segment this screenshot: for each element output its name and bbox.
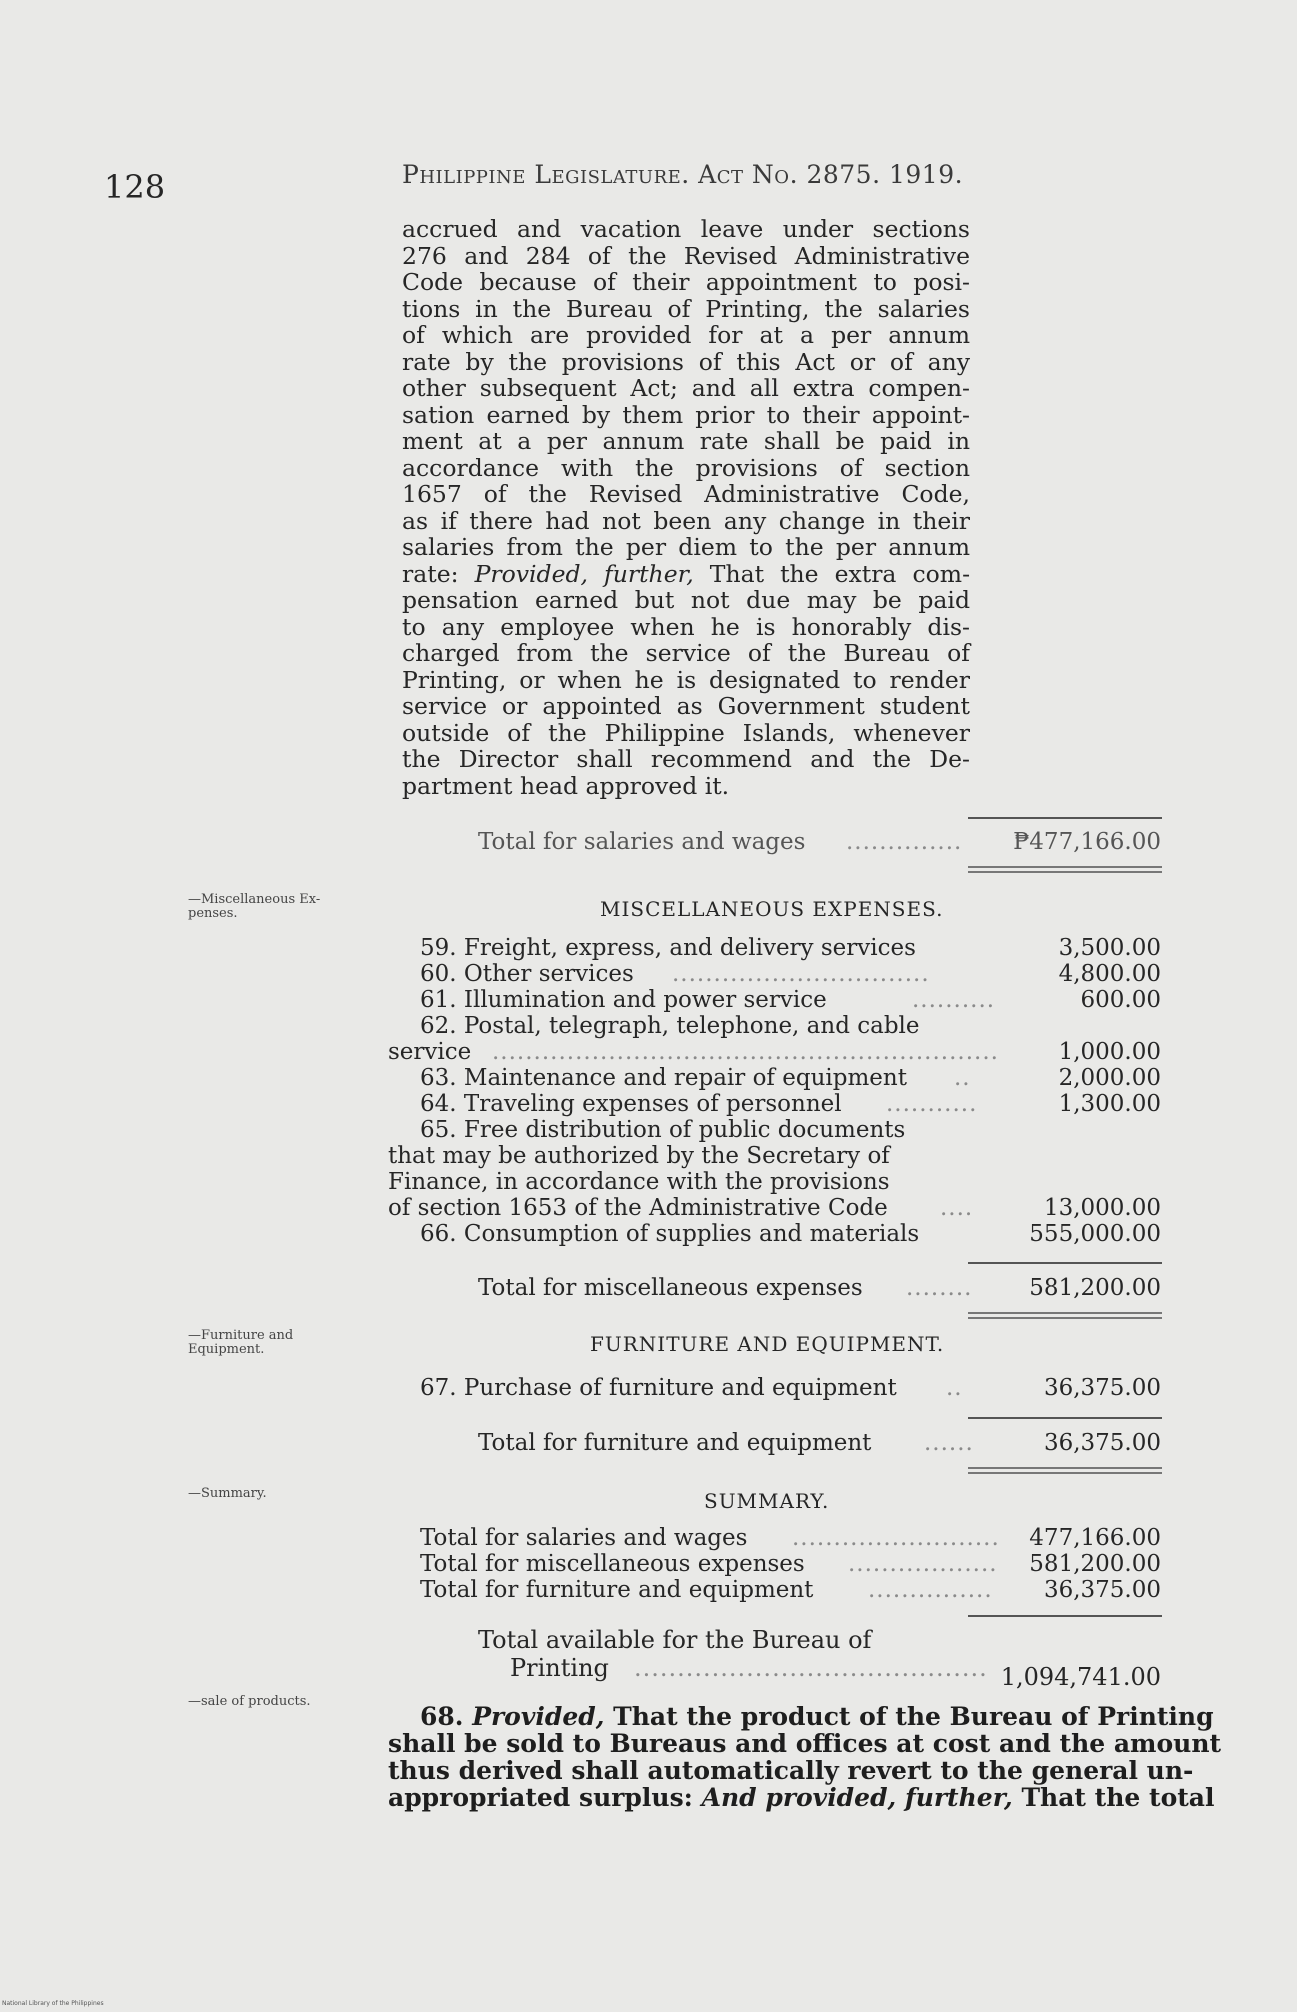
provision-line — [388, 1783, 1215, 1812]
misc-total-amount: 581,200.00 — [1029, 1275, 1161, 1301]
misc-item-label: 60. Other services — [420, 961, 634, 987]
footer-credit: National Library of the Philippines — [2, 2000, 104, 2007]
dot-leader: ......................... — [792, 1525, 1000, 1551]
provision-text: That the total — [1012, 1783, 1215, 1812]
grand-total-label-line2: Printing — [510, 1654, 609, 1682]
furniture-heading: FURNITURE AND EQUIPMENT. — [590, 1332, 945, 1356]
summary-heading: SUMMARY. — [704, 1489, 830, 1513]
dot-leader: .................. — [848, 1551, 998, 1577]
proviso-rest: That the extra com- — [693, 559, 971, 588]
provision-line — [388, 1702, 1214, 1731]
salaries-total-amount: ₱477,166.00 — [1013, 829, 1161, 855]
summary-item-label: Total for miscellaneous expenses — [420, 1551, 805, 1577]
double-rule — [968, 1467, 1162, 1474]
and-provided-italic: And provided, further, — [701, 1783, 1013, 1812]
summary-item-amount: 581,200.00 — [1029, 1551, 1161, 1577]
margin-note-summary: —Summary. — [188, 1486, 267, 1501]
dot-leader: .... — [940, 1195, 974, 1221]
dot-leader: ...... — [924, 1430, 974, 1456]
misc-item-label: service — [388, 1039, 472, 1065]
furniture-item-amount: 36,375.00 — [1043, 1375, 1161, 1401]
misc-item-label: of section 1653 of the Administrative Code — [388, 1195, 888, 1221]
summary-item-amount: 477,166.00 — [1029, 1525, 1161, 1551]
body-line-start: rate: — [402, 559, 475, 588]
body-paragraph — [402, 216, 970, 799]
rule-line — [968, 1417, 1162, 1419]
body-line: 276 and 284 of the Revised Administrative — [402, 241, 970, 270]
dot-leader: ............................... — [672, 961, 930, 987]
misc-item-label: Finance, in accordance with the provisions — [388, 1169, 890, 1195]
misc-item-amount: 13,000.00 — [1043, 1195, 1161, 1221]
body-line: the Director shall recommend and the De- — [402, 745, 970, 773]
misc-item-label: 66. Consumption of supplies and materials — [420, 1221, 920, 1247]
body-line: pensation earned but not due may be paid — [402, 586, 970, 614]
provided-italic: Provided, — [472, 1702, 605, 1731]
misc-item-amount: 1,300.00 — [1058, 1091, 1161, 1117]
misc-item-amount: 555,000.00 — [1029, 1221, 1161, 1247]
dot-leader: ............... — [868, 1577, 993, 1603]
proviso-italic: Provided, further, — [474, 559, 694, 588]
provision-text: That the product of the Bureau of Printing — [604, 1702, 1214, 1731]
double-rule — [968, 866, 1162, 873]
body-line: other subsequent Act; and all extra compen- — [402, 374, 970, 402]
summary-item-label: Total for salaries and wages — [420, 1525, 748, 1551]
misc-item-label: 64. Traveling expenses of personnel — [420, 1091, 842, 1117]
salaries-total-label: Total for salaries and wages — [478, 829, 806, 855]
misc-item-label: 62. Postal, telegraph, telephone, and cable — [420, 1013, 920, 1039]
furniture-item-label: 67. Purchase of furniture and equipment — [420, 1375, 897, 1401]
body-line: of which are provided for at a per annum — [402, 321, 970, 349]
margin-note-misc: —Miscellaneous Ex-penses. — [188, 892, 321, 921]
body-line: outside of the Philippine Islands, whenever — [402, 718, 970, 747]
body-line: rate by the provisions of this Act or of any — [402, 347, 970, 376]
dot-leader: ........... — [886, 1091, 978, 1117]
dot-leader: ......................................... — [634, 1654, 988, 1682]
provision-paragraph — [388, 1702, 1222, 1812]
misc-heading: MISCELLANEOUS EXPENSES. — [600, 897, 944, 921]
misc-item-label: 63. Maintenance and repair of equipment — [420, 1065, 907, 1091]
furniture-total-amount: 36,375.00 — [1043, 1430, 1161, 1456]
summary-item-amount: 36,375.00 — [1043, 1577, 1161, 1603]
body-line: charged from the service of the Bureau of — [402, 639, 970, 667]
misc-item-label: 65. Free distribution of public documents — [420, 1117, 906, 1143]
grand-total-label-line1: Total available for the Bureau of — [478, 1626, 872, 1654]
provision-line: thus derived shall automatically revert to the general un- — [388, 1756, 1194, 1785]
body-line: 1657 of the Revised Administrative Code, — [402, 480, 970, 508]
page-number: 128 — [104, 168, 166, 206]
body-line: Printing, or when he is designated to render — [402, 665, 970, 694]
body-line-proviso — [402, 561, 970, 588]
dot-leader: .............. — [846, 829, 963, 855]
dot-leader: .......... — [912, 987, 996, 1013]
rule-line — [968, 817, 1162, 819]
body-line: Code because of their appointment to posi- — [402, 268, 970, 296]
grand-total-amount: 1,094,741.00 — [1000, 1663, 1161, 1691]
body-line: to any employee when he is honorably dis- — [402, 612, 970, 641]
margin-note-furniture: —Furniture and Equipment. — [188, 1328, 294, 1357]
rule-line — [968, 1615, 1162, 1617]
provision-number: 68. — [420, 1702, 473, 1731]
body-line: salaries from the per diem to the per annum — [402, 533, 970, 561]
double-rule — [968, 1312, 1162, 1319]
misc-item-amount: 1,000.00 — [1058, 1039, 1161, 1065]
misc-item-amount: 600.00 — [1080, 987, 1161, 1013]
body-line: accrued and vacation leave under sections — [402, 215, 970, 243]
misc-item-label: 61. Illumination and power service — [420, 987, 827, 1013]
body-line: sation earned by them prior to their appoint- — [402, 400, 970, 429]
body-line: tions in the Bureau of Printing, the salaries — [402, 294, 970, 323]
misc-item-label: 59. Freight, express, and delivery services — [420, 935, 916, 961]
summary-item-label: Total for furniture and equipment — [420, 1577, 814, 1603]
body-line: accordance with the provisions of section — [402, 453, 970, 482]
dot-leader: ............................................................. — [492, 1039, 999, 1065]
body-line: partment head approved it. — [402, 771, 730, 800]
furniture-total-label: Total for furniture and equipment — [478, 1430, 872, 1456]
running-head: Philippine Legislature. Act No. 2875. 1919. — [402, 160, 964, 189]
misc-item-label: that may be authorized by the Secretary of — [388, 1143, 890, 1169]
margin-note-sale: —sale of products. — [188, 1694, 311, 1709]
dot-leader: .. — [946, 1375, 963, 1401]
body-line: ment at a per annum rate shall be paid in — [402, 427, 970, 455]
misc-item-amount: 2,000.00 — [1058, 1065, 1161, 1091]
misc-item-amount: 3,500.00 — [1058, 935, 1161, 961]
body-line: service or appointed as Government student — [402, 692, 970, 720]
provision-text: appropriated surplus: — [388, 1783, 702, 1812]
rule-line — [968, 1262, 1162, 1264]
dot-leader: .. — [954, 1065, 971, 1091]
misc-item-amount: 4,800.00 — [1058, 961, 1161, 987]
misc-total-label: Total for miscellaneous expenses — [478, 1275, 863, 1301]
body-line: as if there had not been any change in their — [402, 506, 970, 535]
provision-line: shall be sold to Bureaus and offices at cost and the amount — [388, 1729, 1222, 1758]
dot-leader: ........ — [906, 1275, 973, 1301]
